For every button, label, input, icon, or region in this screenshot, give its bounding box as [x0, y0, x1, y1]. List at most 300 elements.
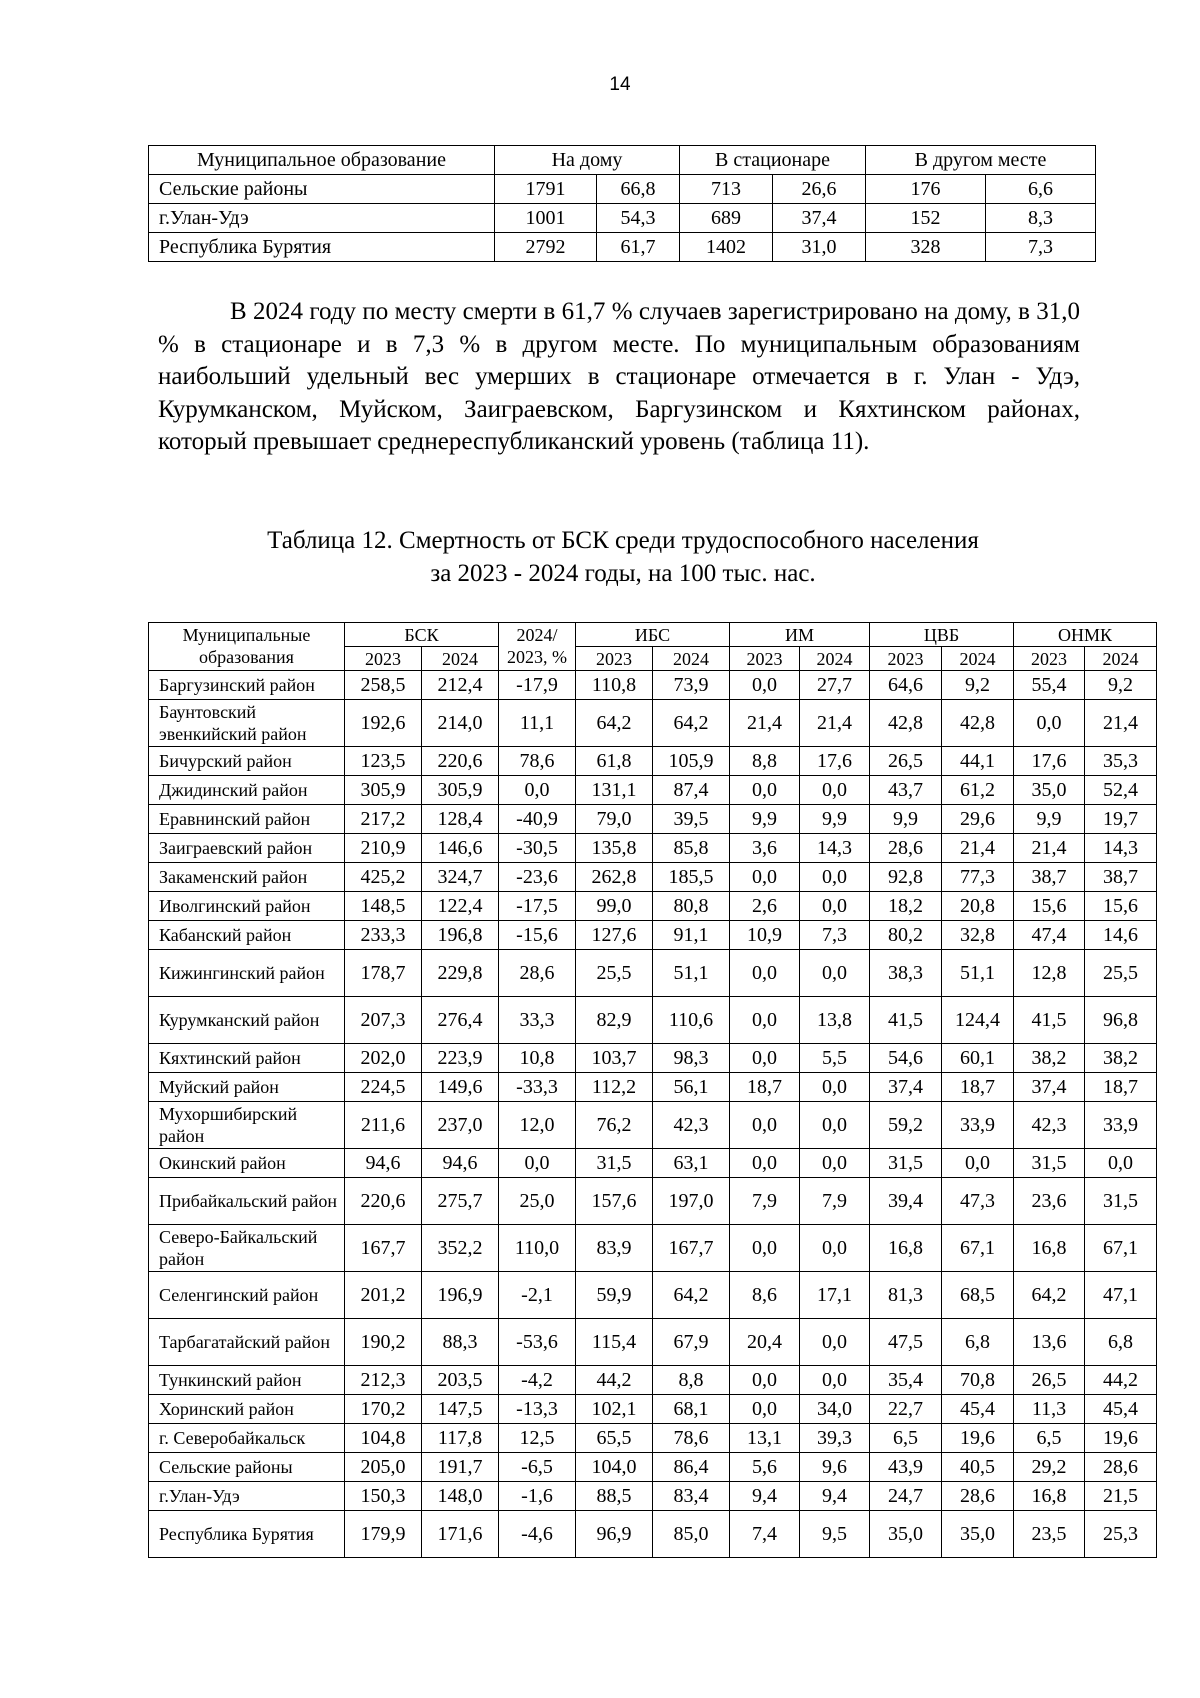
table-cell: 6,8 — [1085, 1319, 1157, 1366]
table-cell: 54,6 — [870, 1044, 942, 1073]
table-cell: 170,2 — [345, 1395, 422, 1424]
table-cell: 39,3 — [800, 1424, 870, 1453]
table-cell: 276,4 — [422, 997, 499, 1044]
row-municipality-name: Селенгинский район — [149, 1272, 345, 1319]
header-bsk-2023: 2023 — [345, 647, 422, 671]
table-cell: 0,0 — [730, 950, 800, 997]
header-onmk-2024: 2024 — [1085, 647, 1157, 671]
table-cell: 11,1 — [499, 700, 576, 747]
table-cell: 26,5 — [870, 747, 942, 776]
table-cell: 96,9 — [576, 1511, 653, 1558]
table-cell: 16,8 — [1014, 1482, 1085, 1511]
table-cell: 32,8 — [942, 921, 1014, 950]
table-cell: 0,0 — [800, 776, 870, 805]
table-row — [149, 892, 1157, 921]
header-im-2024: 2024 — [800, 647, 870, 671]
table-cell: 9,6 — [800, 1453, 870, 1482]
place-of-death-table — [148, 145, 1096, 262]
table-cell: 0,0 — [730, 1044, 800, 1073]
table-cell: 0,0 — [730, 997, 800, 1044]
table-cell: 54,3 — [597, 204, 680, 233]
header-onmk-2023: 2023 — [1014, 647, 1085, 671]
table-cell: 0,0 — [499, 1149, 576, 1178]
table-row — [149, 175, 1096, 204]
table-cell: 171,6 — [422, 1511, 499, 1558]
table-cell: 7,9 — [730, 1178, 800, 1225]
table-cell: 23,6 — [1014, 1178, 1085, 1225]
row-municipality-name: Окинский район — [149, 1149, 345, 1178]
header-other-place: В другом месте — [866, 146, 1096, 175]
header-bsk-2024: 2024 — [422, 647, 499, 671]
table-cell: 38,3 — [870, 950, 942, 997]
table-cell: 28,6 — [942, 1482, 1014, 1511]
table-cell: 83,4 — [653, 1482, 730, 1511]
table-cell: 18,7 — [1085, 1073, 1157, 1102]
table-cell: 28,6 — [499, 950, 576, 997]
table-cell: 0,0 — [499, 776, 576, 805]
paragraph-text: В 2024 году по месту смерти в 61,7 % случаев зарегистрировано на дому, в 31,0 % в стационаре и в 7,3 % в другом месте. По муниципальным образованиям наибольший удельный вес умерших в стационаре отмечается в г. Улан - Удэ, Курумканском, Муйском, Заиграевском, Баргузинском и Кяхтинском районах, который превышает среднереспубликанский уровень (таблица 11). — [158, 298, 1080, 455]
table-cell: 220,6 — [345, 1178, 422, 1225]
table-cell: 10,8 — [499, 1044, 576, 1073]
table-cell: -53,6 — [499, 1319, 576, 1366]
table-cell: 0,0 — [800, 1225, 870, 1272]
table-cell: -23,6 — [499, 863, 576, 892]
table-cell: 237,0 — [422, 1102, 499, 1149]
table-cell: 28,6 — [870, 834, 942, 863]
table-cell: 68,1 — [653, 1395, 730, 1424]
table-cell: 24,7 — [870, 1482, 942, 1511]
header-im-2023: 2023 — [730, 647, 800, 671]
table-cell: 73,9 — [653, 671, 730, 700]
table-row — [149, 1272, 1157, 1319]
table-cell: 55,4 — [1014, 671, 1085, 700]
table-cell: 98,3 — [653, 1044, 730, 1073]
table-cell: 67,9 — [653, 1319, 730, 1366]
table-cell: 12,0 — [499, 1102, 576, 1149]
table-cell: 11,3 — [1014, 1395, 1085, 1424]
table-cell: 13,8 — [800, 997, 870, 1044]
table-cell: 217,2 — [345, 805, 422, 834]
caption-line-2: за 2023 - 2024 годы, на 100 тыс. нас. — [430, 560, 816, 587]
table-cell: 305,9 — [422, 776, 499, 805]
table-cell: 201,2 — [345, 1272, 422, 1319]
table-cell: 47,1 — [1085, 1272, 1157, 1319]
table-cell: 83,9 — [576, 1225, 653, 1272]
table-cell: 0,0 — [800, 863, 870, 892]
table-cell: 94,6 — [345, 1149, 422, 1178]
header-onmk: ОНМК — [1014, 623, 1157, 647]
table-cell: 0,0 — [730, 776, 800, 805]
table-cell: 0,0 — [942, 1149, 1014, 1178]
table-header-row — [149, 623, 1157, 647]
table-cell: 203,5 — [422, 1366, 499, 1395]
table-cell: 44,2 — [576, 1366, 653, 1395]
caption-line-1: Таблица 12. Смертность от БСК среди трудоспособного населения — [267, 527, 979, 554]
table-cell: 8,8 — [653, 1366, 730, 1395]
table-cell: 8,6 — [730, 1272, 800, 1319]
table-cell: 148,0 — [422, 1482, 499, 1511]
table-cell: 64,2 — [653, 700, 730, 747]
table-cell: 37,4 — [870, 1073, 942, 1102]
table-cell: -15,6 — [499, 921, 576, 950]
table-cell: 0,0 — [730, 671, 800, 700]
table-cell: 43,7 — [870, 776, 942, 805]
table-cell: 224,5 — [345, 1073, 422, 1102]
table-cell: 23,5 — [1014, 1511, 1085, 1558]
table-cell: 197,0 — [653, 1178, 730, 1225]
table-cell: 7,3 — [800, 921, 870, 950]
table-cell: 115,4 — [576, 1319, 653, 1366]
table-cell: 39,4 — [870, 1178, 942, 1225]
table-cell: 33,9 — [1085, 1102, 1157, 1149]
table-row — [149, 747, 1157, 776]
table-cell: 64,2 — [576, 700, 653, 747]
table-cell: 275,7 — [422, 1178, 499, 1225]
table-cell: 35,0 — [870, 1511, 942, 1558]
table-cell: 31,5 — [1085, 1178, 1157, 1225]
table-cell: 176 — [866, 175, 986, 204]
table-cell: 25,5 — [576, 950, 653, 997]
table-cell: 117,8 — [422, 1424, 499, 1453]
table-cell: 14,3 — [800, 834, 870, 863]
row-municipality-name: Сельские районы — [149, 175, 495, 204]
table-cell: 152 — [866, 204, 986, 233]
row-municipality-name: г.Улан-Удэ — [149, 204, 495, 233]
row-municipality-name: Прибайкальский район — [149, 1178, 345, 1225]
table-cell: 104,8 — [345, 1424, 422, 1453]
table-cell: 42,8 — [870, 700, 942, 747]
table-cell: 64,2 — [653, 1272, 730, 1319]
table-cell: 99,0 — [576, 892, 653, 921]
table-cell: 0,0 — [730, 1149, 800, 1178]
table-cell: 64,6 — [870, 671, 942, 700]
table-cell: 43,9 — [870, 1453, 942, 1482]
table-cell: 52,4 — [1085, 776, 1157, 805]
table-cell: 105,9 — [653, 747, 730, 776]
table-cell: 42,8 — [942, 700, 1014, 747]
header-cvb-2024: 2024 — [942, 647, 1014, 671]
table-cell: 102,1 — [576, 1395, 653, 1424]
table-cell: 96,8 — [1085, 997, 1157, 1044]
table-row — [149, 1395, 1157, 1424]
table-cell: 6,5 — [1014, 1424, 1085, 1453]
table-cell: 110,0 — [499, 1225, 576, 1272]
table-cell: 82,9 — [576, 997, 653, 1044]
table-cell: 25,3 — [1085, 1511, 1157, 1558]
table-row — [149, 805, 1157, 834]
table-cell: 44,2 — [1085, 1366, 1157, 1395]
table-cell: 61,2 — [942, 776, 1014, 805]
table-cell: 192,6 — [345, 700, 422, 747]
row-municipality-name: Республика Бурятия — [149, 1511, 345, 1558]
table-row — [149, 1511, 1157, 1558]
table-cell: 29,2 — [1014, 1453, 1085, 1482]
table-cell: 64,2 — [1014, 1272, 1085, 1319]
table-cell: 20,8 — [942, 892, 1014, 921]
table-cell: 9,9 — [800, 805, 870, 834]
table-cell: 210,9 — [345, 834, 422, 863]
row-municipality-name: Хоринский район — [149, 1395, 345, 1424]
table-cell: 38,7 — [1014, 863, 1085, 892]
table-cell: 38,2 — [1014, 1044, 1085, 1073]
table-cell: 128,4 — [422, 805, 499, 834]
table-cell: -33,3 — [499, 1073, 576, 1102]
table-row — [149, 950, 1157, 997]
table-cell: 9,9 — [870, 805, 942, 834]
header-ratio: 2024/ 2023, % — [499, 623, 576, 671]
table-cell: 26,6 — [773, 175, 866, 204]
table-cell: 262,8 — [576, 863, 653, 892]
table-cell: 78,6 — [499, 747, 576, 776]
table-cell: 15,6 — [1014, 892, 1085, 921]
table-cell: 202,0 — [345, 1044, 422, 1073]
table-row — [149, 997, 1157, 1044]
table-cell: 21,4 — [800, 700, 870, 747]
table-cell: 352,2 — [422, 1225, 499, 1272]
table-row — [149, 1178, 1157, 1225]
table-cell: 205,0 — [345, 1453, 422, 1482]
table-cell: 17,6 — [1014, 747, 1085, 776]
table-cell: 80,2 — [870, 921, 942, 950]
table-cell: 131,1 — [576, 776, 653, 805]
table-cell: -40,9 — [499, 805, 576, 834]
row-municipality-name: Северо-Байкальский район — [149, 1225, 345, 1272]
table-cell: 229,8 — [422, 950, 499, 997]
table-cell: 9,2 — [942, 671, 1014, 700]
row-municipality-name: Баргузинский район — [149, 671, 345, 700]
table-cell: 47,3 — [942, 1178, 1014, 1225]
table-cell: 0,0 — [800, 1366, 870, 1395]
table-cell: 65,5 — [576, 1424, 653, 1453]
table-cell: 67,1 — [1085, 1225, 1157, 1272]
table-cell: 85,8 — [653, 834, 730, 863]
header-hospital: В стационаре — [680, 146, 866, 175]
table-cell: 233,3 — [345, 921, 422, 950]
table-cell: 0,0 — [730, 1395, 800, 1424]
table-cell: 67,1 — [942, 1225, 1014, 1272]
table-cell: 37,4 — [1014, 1073, 1085, 1102]
table-cell: 35,4 — [870, 1366, 942, 1395]
table-cell: -2,1 — [499, 1272, 576, 1319]
header-ibs: ИБС — [576, 623, 730, 647]
table-row — [149, 776, 1157, 805]
table-cell: 18,2 — [870, 892, 942, 921]
table-cell: 41,5 — [870, 997, 942, 1044]
header-municipality: Муниципальное образование — [149, 146, 495, 175]
table-cell: 17,1 — [800, 1272, 870, 1319]
table-cell: 22,7 — [870, 1395, 942, 1424]
table-cell: 35,0 — [1014, 776, 1085, 805]
table-cell: 9,5 — [800, 1511, 870, 1558]
table-cell: 42,3 — [653, 1102, 730, 1149]
row-municipality-name: Мухоршибирский район — [149, 1102, 345, 1149]
table-cell: 223,9 — [422, 1044, 499, 1073]
table-row — [149, 1044, 1157, 1073]
table-cell: 18,7 — [730, 1073, 800, 1102]
table-cell: 92,8 — [870, 863, 942, 892]
table-row — [149, 1319, 1157, 1366]
row-municipality-name: Иволгинский район — [149, 892, 345, 921]
table-caption — [148, 524, 1098, 590]
table-cell: 0,0 — [730, 1366, 800, 1395]
table-row — [149, 1149, 1157, 1178]
table-cell: 87,4 — [653, 776, 730, 805]
table-cell: 207,3 — [345, 997, 422, 1044]
table-cell: 21,5 — [1085, 1482, 1157, 1511]
header-bsk: БСК — [345, 623, 499, 647]
table-cell: 220,6 — [422, 747, 499, 776]
header-ibs-2023: 2023 — [576, 647, 653, 671]
table-cell: 110,6 — [653, 997, 730, 1044]
table-cell: 103,7 — [576, 1044, 653, 1073]
table-cell: 38,2 — [1085, 1044, 1157, 1073]
table-cell: -4,6 — [499, 1511, 576, 1558]
table-row — [149, 1482, 1157, 1511]
table-cell: 56,1 — [653, 1073, 730, 1102]
table-cell: -13,3 — [499, 1395, 576, 1424]
table-cell: 8,3 — [986, 204, 1096, 233]
table-cell: 124,4 — [942, 997, 1014, 1044]
header-im: ИМ — [730, 623, 870, 647]
table-cell: 9,4 — [730, 1482, 800, 1511]
table-row — [149, 921, 1157, 950]
table-cell: 38,7 — [1085, 863, 1157, 892]
table-cell: 2792 — [495, 233, 597, 262]
table-cell: 150,3 — [345, 1482, 422, 1511]
table-cell: 78,6 — [653, 1424, 730, 1453]
table-cell: 0,0 — [730, 1102, 800, 1149]
row-municipality-name: Сельские районы — [149, 1453, 345, 1482]
table-cell: 12,8 — [1014, 950, 1085, 997]
table-row — [149, 1102, 1157, 1149]
table-cell: 19,7 — [1085, 805, 1157, 834]
table-cell: 0,0 — [1085, 1149, 1157, 1178]
table-cell: 51,1 — [653, 950, 730, 997]
table-cell: 35,0 — [942, 1511, 1014, 1558]
table-cell: 258,5 — [345, 671, 422, 700]
table-cell: 123,5 — [345, 747, 422, 776]
table-cell: 135,8 — [576, 834, 653, 863]
table-cell: 10,9 — [730, 921, 800, 950]
table-cell: 212,3 — [345, 1366, 422, 1395]
table-cell: 16,8 — [870, 1225, 942, 1272]
table-cell: 85,0 — [653, 1511, 730, 1558]
table-cell: 33,9 — [942, 1102, 1014, 1149]
header-home: На дому — [495, 146, 680, 175]
table-cell: 1791 — [495, 175, 597, 204]
row-municipality-name: Муйский район — [149, 1073, 345, 1102]
table-cell: 7,4 — [730, 1511, 800, 1558]
table-cell: 27,7 — [800, 671, 870, 700]
table-cell: 31,5 — [576, 1149, 653, 1178]
row-municipality-name: Заиграевский район — [149, 834, 345, 863]
row-municipality-name: Республика Бурятия — [149, 233, 495, 262]
table-cell: 7,9 — [800, 1178, 870, 1225]
table-cell: 47,4 — [1014, 921, 1085, 950]
table-cell: 31,0 — [773, 233, 866, 262]
table-cell: 45,4 — [1085, 1395, 1157, 1424]
table-cell: -17,5 — [499, 892, 576, 921]
row-municipality-name: г.Улан-Удэ — [149, 1482, 345, 1511]
row-municipality-name: Тарбагатайский район — [149, 1319, 345, 1366]
table-cell: 61,7 — [597, 233, 680, 262]
table-cell: 61,8 — [576, 747, 653, 776]
table-cell: 25,5 — [1085, 950, 1157, 997]
table-cell: 14,3 — [1085, 834, 1157, 863]
table-cell: 26,5 — [1014, 1366, 1085, 1395]
table-cell: 47,5 — [870, 1319, 942, 1366]
table-cell: 0,0 — [730, 863, 800, 892]
row-municipality-name: Кижингинский район — [149, 950, 345, 997]
table-cell: 212,4 — [422, 671, 499, 700]
table-cell: 86,4 — [653, 1453, 730, 1482]
table-cell: 25,0 — [499, 1178, 576, 1225]
header-ibs-2024: 2024 — [653, 647, 730, 671]
table-cell: 0,0 — [800, 1102, 870, 1149]
row-municipality-name: Баунтовский эвенкийский район — [149, 700, 345, 747]
table-cell: 9,2 — [1085, 671, 1157, 700]
header-cvb-2023: 2023 — [870, 647, 942, 671]
table-cell: 0,0 — [1014, 700, 1085, 747]
table-cell: 33,3 — [499, 997, 576, 1044]
table-row — [149, 671, 1157, 700]
page-number: 14 — [609, 74, 631, 95]
header-cvb: ЦВБ — [870, 623, 1014, 647]
table-cell: 21,4 — [730, 700, 800, 747]
table-cell: 81,3 — [870, 1272, 942, 1319]
table-cell: 179,9 — [345, 1511, 422, 1558]
table-cell: 122,4 — [422, 892, 499, 921]
table-row — [149, 233, 1096, 262]
table-cell: 112,2 — [576, 1073, 653, 1102]
table-cell: 185,5 — [653, 863, 730, 892]
table-cell: 59,2 — [870, 1102, 942, 1149]
table-cell: 60,1 — [942, 1044, 1014, 1073]
table-cell: 70,8 — [942, 1366, 1014, 1395]
row-municipality-name: Еравнинский район — [149, 805, 345, 834]
table-cell: 40,5 — [942, 1453, 1014, 1482]
table-cell: 28,6 — [1085, 1453, 1157, 1482]
table-cell: 31,5 — [1014, 1149, 1085, 1178]
table-cell: 191,7 — [422, 1453, 499, 1482]
table-row — [149, 834, 1157, 863]
table-cell: -1,6 — [499, 1482, 576, 1511]
table-cell: 17,6 — [800, 747, 870, 776]
table-cell: 9,9 — [730, 805, 800, 834]
table-cell: 689 — [680, 204, 773, 233]
table-cell: 19,6 — [1085, 1424, 1157, 1453]
table-cell: 19,6 — [942, 1424, 1014, 1453]
table-row — [149, 204, 1096, 233]
table-cell: 3,6 — [730, 834, 800, 863]
table-row — [149, 1225, 1157, 1272]
table-cell: 0,0 — [800, 950, 870, 997]
table-cell: 324,7 — [422, 863, 499, 892]
table-row — [149, 1424, 1157, 1453]
table-cell: 305,9 — [345, 776, 422, 805]
table-cell: 328 — [866, 233, 986, 262]
table-cell: 34,0 — [800, 1395, 870, 1424]
table-cell: 6,8 — [942, 1319, 1014, 1366]
table-cell: 214,0 — [422, 700, 499, 747]
table-cell: 0,0 — [800, 1319, 870, 1366]
table-cell: 167,7 — [653, 1225, 730, 1272]
table-cell: -17,9 — [499, 671, 576, 700]
table-cell: 157,6 — [576, 1178, 653, 1225]
row-municipality-name: Закаменский район — [149, 863, 345, 892]
table-header-row — [149, 146, 1096, 175]
row-municipality-name: Кяхтинский район — [149, 1044, 345, 1073]
